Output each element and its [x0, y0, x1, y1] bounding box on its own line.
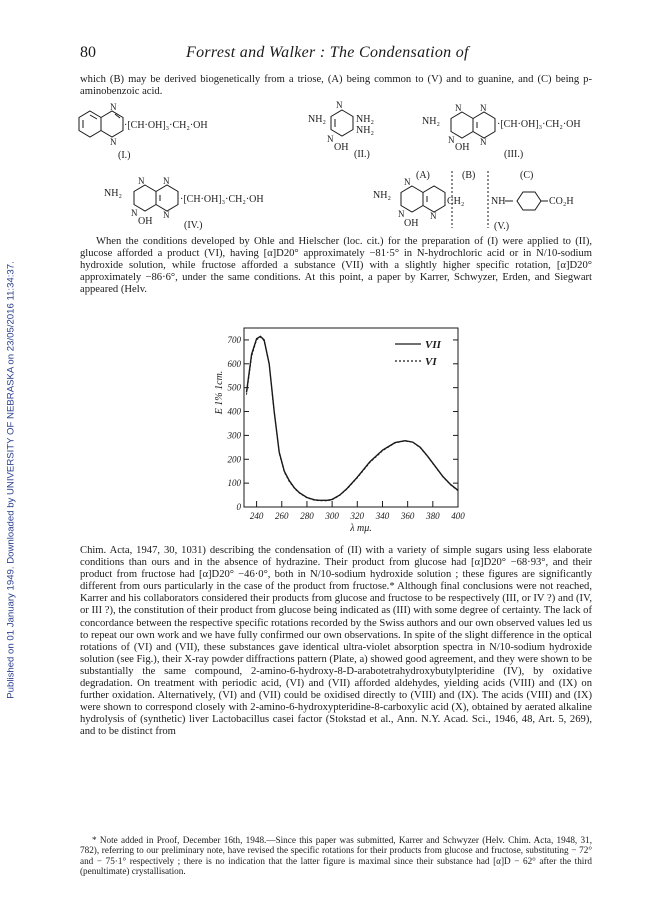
y-tick-label: 300: [227, 430, 241, 441]
running-title: Forrest and Walker : The Condensation of: [186, 44, 469, 61]
y-axis-label: E 1% 1cm.: [214, 370, 225, 415]
s4-label: (IV.): [184, 220, 203, 231]
legend-label-vii: VII: [425, 339, 441, 351]
s5-nh: NH: [491, 196, 506, 207]
publication-note: Published on 01 January 1949. Downloaded by UNIVERSITY OF NEBRASKA on 23/05/2016 11:34:37.: [5, 261, 17, 699]
x-tick-label: 360: [400, 511, 415, 521]
s5-group-b: (B): [462, 170, 476, 181]
s5-group-a: (A): [416, 170, 430, 181]
s5-oh: OH: [404, 218, 419, 229]
s5-label: (V.): [494, 221, 510, 232]
svg-text:N: N: [480, 103, 487, 113]
s2-oh: OH: [334, 142, 349, 153]
plot-frame: [244, 328, 458, 507]
paragraph-2-text: Chim. Acta, 1947, 30, 1031) describing the condensation of (II) with a variety of simple sugars using less elaborate conditions than ours and in the absence of hydrazine. Their product from glucose had [α]D20° −68·93°, and their product from fructose had [α]D20° −46·0°, both in N/10-sodium hydroxide solution ; these figures are significantly different from ours particularly in the case of the product from fructose.* Although final conclusions were not reached, Karrer and his collaborators considered their products from glucose and fructose to be respectively (III, or IV ?) and (IV, or III ?), the constitution of their product from glucose being indicated as (III) with some degree of certainty. The lack of concordance between the respective specific rotations recorded by the Swiss authors and our own observed values led us to repeat our own work and we have fully confirmed our own observations. In spite of the slight difference in the optical rotations of (VI) and (VII), these substances gave identical ultra-violet absorption spectra in N/10-sodium hydroxide solution (see Fig.), their X-ray powder diffractions pattern (Plate, a) showed good agreement, and they were shown to be substantially the same compound, 2-amino-6-hydroxy-8-D-arabotetrahydroxybutylpteridine (IV), by oxidative degradation. On treatment with periodic acid, (VI) and (VII) afforded aldehydes, yielding acids (VIII) and (IX) on further oxidation. Alternatively, (VI) and (VII) could be oxidised directly to (VIII) and (IX). The acids (VIII) and (IX) were shown to correspond closely with 2-amino-6-hydroxypteridine-8-carboxylic acid (X), obtained by aerated alkaline hydrolysis of (synthetic) liver Lactobacillus casei factor (Stokstad et al., Ann. N.Y. Acad. Sci., 1946, 48, Art. 5, 269), and to be distinct from: [80, 545, 592, 738]
y-tick-label: 700: [227, 334, 241, 345]
svg-text:N: N: [404, 177, 411, 187]
x-tick-label: 300: [325, 511, 339, 521]
svg-text:N: N: [398, 209, 405, 219]
x-tick-label: 320: [350, 511, 365, 521]
x-axis-label: λ mμ.: [350, 523, 372, 534]
y-tick-label: 600: [227, 358, 241, 369]
svg-text:N: N: [448, 135, 455, 145]
s2-nh2-lower: NH₂: [356, 125, 374, 136]
s4-oh: OH: [138, 216, 153, 227]
s2-nh2-left: NH₂: [308, 114, 326, 125]
s1-side-chain: ·[CH·OH]₃·CH₂·OH: [124, 120, 208, 131]
svg-text:N: N: [327, 134, 334, 144]
svg-text:N: N: [480, 137, 487, 147]
s3-side-chain: ·[CH·OH]₃·CH₂·OH: [497, 119, 581, 130]
s2-nh2-right: NH₂: [356, 114, 374, 125]
y-tick-label: 100: [227, 478, 241, 489]
s2-label: (II.): [354, 149, 370, 160]
s4-nh2: NH₂: [104, 188, 122, 199]
s4-side-chain: ·[CH·OH]₃·CH₂·OH: [180, 194, 264, 205]
s5-co2h: CO₂H: [549, 196, 574, 207]
svg-text:N: N: [336, 100, 343, 110]
page-number: 80: [80, 44, 96, 61]
svg-text:N: N: [430, 211, 437, 221]
s5-ch2: CH₂: [447, 196, 465, 207]
intro-text: which (B) may be derived biogenetically from a triose, (A) being common to (V) and to guanine, and (C) being p-aminobenzoic acid.: [80, 74, 592, 98]
x-tick-label: 380: [426, 511, 440, 521]
x-tick-label: 280: [300, 511, 314, 521]
y-tick-label: 400: [227, 406, 241, 417]
svg-text:N: N: [110, 137, 117, 147]
s3-nh2: NH₂: [422, 116, 440, 127]
svg-text:N: N: [138, 176, 145, 186]
x-tick-label: 240: [249, 511, 264, 521]
s3-oh: OH: [455, 142, 470, 153]
paragraph-1-text: When the conditions developed by Ohle and Hielscher (loc. cit.) for the preparation of (I) were applied to (II), glucose afforded a product (VI), having [α]D20° approximately −81·5° in N-hydrochloric acid or in N/10-sodium hydroxide solution, while fructose afforded a substance (VII) with a slightly higher specific rotation, [α]D20° approximately −86·6°, under the same conditions. At this point, a paper by Karrer, Schwyzer, Erden, and Siegwart appeared (Helv.: [80, 236, 592, 296]
s5-group-c: (C): [520, 170, 534, 181]
svg-text:N: N: [131, 208, 138, 218]
y-tick-label: 500: [227, 382, 241, 393]
footnote-text: * Note added in Proof, December 16th, 1948.—Since this paper was submitted, Karrer and Schwyzer (Helv. Chim. Acta, 1948, 31, 782), referring to our preliminary note, have revised the specific rotations for their products from glucose and fructose, substituting − 72° and − 75·1° respectively ; there is no indication that the latter figure is maximal since their substance had [α]D − 62° after the third (penultimate) crystallisation.: [80, 835, 592, 877]
s5-nh2: NH₂: [373, 190, 391, 201]
svg-text:N: N: [163, 210, 170, 220]
s3-label: (III.): [504, 149, 524, 160]
legend-label-vi: VI: [425, 356, 437, 368]
x-tick-label: 260: [275, 511, 289, 521]
y-tick-label: 0: [236, 502, 241, 512]
footnote: [80, 835, 592, 877]
y-tick-label: 200: [227, 454, 241, 465]
x-tick-label: 400: [451, 511, 465, 521]
svg-text:N: N: [163, 176, 170, 186]
x-tick-label: 340: [375, 511, 390, 521]
paragraph-2: [80, 545, 592, 739]
svg-text:N: N: [455, 103, 462, 113]
svg-text:N: N: [110, 102, 117, 112]
s1-label: (I.): [118, 150, 131, 161]
